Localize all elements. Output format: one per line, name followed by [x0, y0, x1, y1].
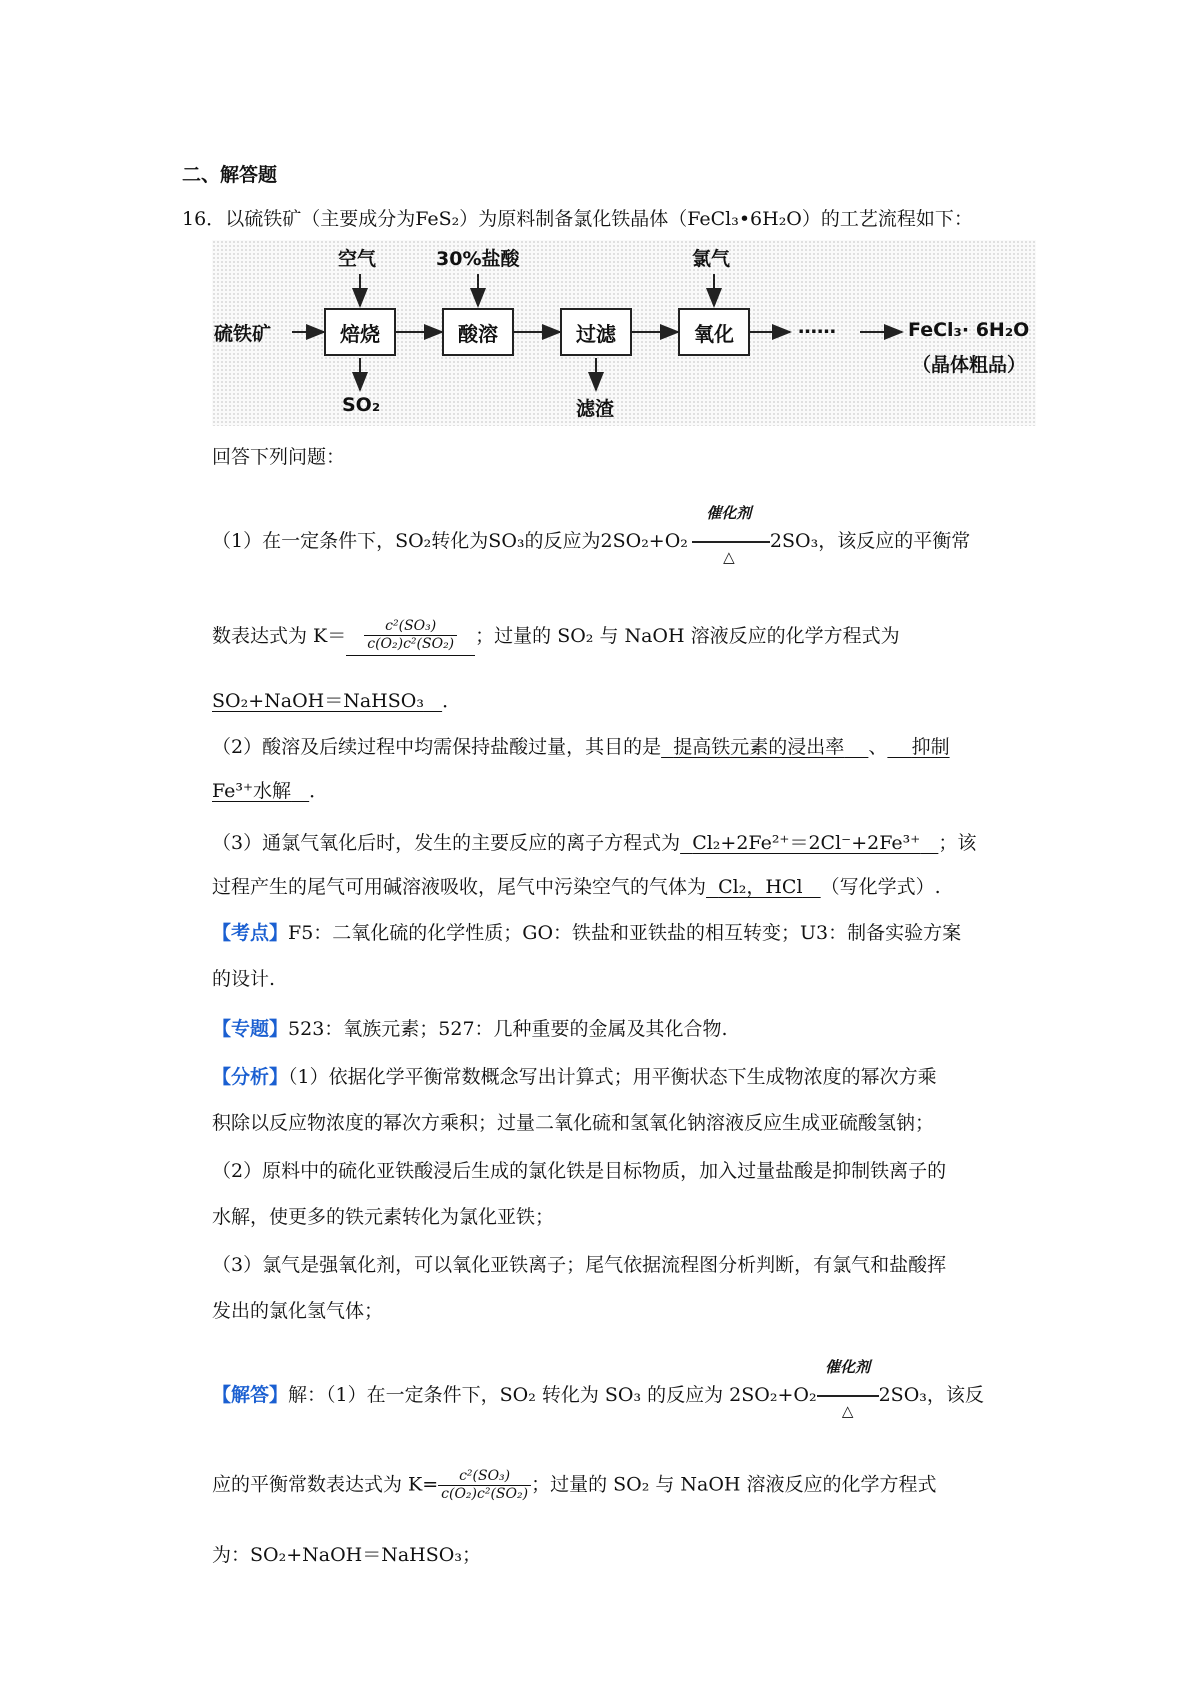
fraction-denominator: c(O₂)c²(SO₂): [367, 636, 455, 652]
zhuanti-tag: 【专题】: [212, 1018, 289, 1040]
section-title: 二、解答题: [182, 164, 278, 186]
jieda-line1-a: 解：（1）在一定条件下，SO₂ 转化为 SO₃ 的反应为 2SO₂+O₂: [288, 1384, 817, 1406]
q3-line2: [212, 874, 941, 900]
fenxi-text1: （1）依据化学平衡常数概念写出计算式；用平衡状态下生成物浓度的幂次方乘: [288, 1066, 937, 1088]
fenxi-tag: 【分析】: [212, 1066, 289, 1088]
fenxi-line4: 水解，使更多的铁元素转化为氯化亚铁；: [212, 1206, 555, 1228]
flow-box-acid-dissolve: 酸溶: [442, 308, 514, 356]
reaction-condition-arrow: [688, 504, 770, 566]
q1-line1-a: （1）在一定条件下，SO₂转化为SO₃的反应为2SO₂+O₂: [212, 530, 688, 552]
kaodian-text: F5：二氧化硫的化学性质；GO：铁盐和亚铁盐的相互转变；U3：制备实验方案: [288, 922, 962, 944]
prompt: 回答下列问题：: [212, 446, 346, 468]
zhuanti-text: 523：氧族元素；527：几种重要的金属及其化合物.: [288, 1018, 728, 1040]
condition-line-2: [817, 1395, 879, 1397]
q3-line1: [212, 830, 976, 856]
q3-line1-a: （3）通氯气氧化后时，发生的主要反应的离子方程式为: [212, 832, 681, 854]
q2-line2: [212, 778, 328, 804]
equilibrium-constant-fraction-2: [438, 1468, 531, 1503]
zhuanti-line: [212, 1016, 728, 1042]
fenxi-line2: 积除以反应物浓度的幂次方乘积；过量二氧化硫和氢氧化钠溶液反应生成亚硫酸氢钠；: [212, 1112, 935, 1134]
flow-box-filter: 过滤: [560, 308, 632, 356]
condition-line: [692, 541, 770, 543]
reaction-condition-arrow-2: [817, 1358, 879, 1420]
jieda-line2-a: 应的平衡常数表达式为 K=: [212, 1473, 439, 1496]
q2-line1-a: （2）酸溶及后续过程中均需保持盐酸过量，其目的是: [212, 736, 662, 758]
fenxi-line5: （3）氯气是强氧化剂，可以氧化亚铁离子；尾气依据流程图分析判断，有氯气和盐酸挥: [212, 1254, 947, 1276]
fenxi-line3: （2）原料中的硫化亚铁酸浸后生成的氯化铁是目标物质，加入过量盐酸是抑制铁离子的: [212, 1160, 947, 1182]
jieda-line2-b: ；过量的 SO₂ 与 NaOH 溶液反应的化学方程式: [531, 1473, 937, 1496]
kaodian-line1: [212, 920, 961, 946]
flow-box-roast: 焙烧: [324, 308, 396, 356]
q1-line1: [212, 504, 971, 566]
flow-input-chlorine: 氯气: [692, 248, 731, 270]
jieda-tag: 【解答】: [212, 1384, 289, 1406]
q3-answer-gases: Cl₂，HCl: [718, 876, 803, 898]
kaodian-line2: 的设计.: [212, 968, 276, 990]
fraction-numerator: c²(SO₃): [364, 618, 457, 636]
q1-answer-blank-k: [346, 618, 475, 656]
kaodian-tag: 【考点】: [212, 922, 289, 944]
q2-answer2a: 抑制: [911, 736, 950, 758]
fraction-numerator-2: c²(SO₃): [438, 1468, 531, 1486]
q1-line2: [212, 618, 900, 656]
q1-end: ．: [442, 690, 462, 712]
flow-ellipsis: ……: [798, 316, 836, 338]
heat-symbol: △: [723, 548, 735, 566]
q1-answer-equation: SO₂+NaOH＝NaHSO₃: [212, 690, 424, 712]
q2-line1: [212, 734, 950, 760]
flowchart: [212, 240, 1036, 426]
catalyst-label: 催化剂: [706, 504, 752, 522]
fraction-denominator-2: c(O₂)c²(SO₂): [441, 1486, 529, 1502]
flow-output-residue: 滤渣: [576, 398, 615, 420]
catalyst-label-2: 催化剂: [825, 1358, 871, 1376]
jieda-line1: [212, 1358, 984, 1420]
q1-line3: [212, 688, 461, 714]
fenxi-line6: 发出的氯化氢气体；: [212, 1300, 384, 1322]
heat-symbol-2: △: [841, 1402, 854, 1420]
flow-product: FeCl₃· 6H₂O: [908, 319, 1030, 341]
q2-separator: 、: [868, 736, 888, 758]
question-stem: [182, 206, 973, 232]
flow-box-oxidize: 氧化: [678, 308, 750, 356]
q1-line2-b: ；过量的 SO₂ 与 NaOH 溶液反应的化学方程式为: [475, 625, 900, 647]
q2-end: ．: [309, 780, 329, 802]
question-number: 16．: [182, 208, 226, 230]
flow-input-air: 空气: [338, 248, 377, 270]
q3-line1-b: ；该: [938, 832, 977, 854]
fenxi-line1: [212, 1064, 937, 1090]
q1-line1-b: 2SO₃，该反应的平衡常: [769, 530, 971, 552]
q3-answer-ionic: Cl₂+2Fe²⁺＝2Cl⁻+2Fe³⁺: [692, 832, 921, 854]
jieda-line3: 为：SO₂+NaOH＝NaHSO₃；: [212, 1544, 481, 1566]
flow-output-so2: SO₂: [342, 394, 381, 416]
q1-line2-a: 数表达式为 K＝: [212, 625, 347, 647]
q3-line2-a: 过程产生的尾气可用碱溶液吸收，尾气中污染空气的气体为: [212, 876, 707, 898]
q3-line2-b: （写化学式）.: [820, 876, 941, 898]
question-text: 以硫铁矿（主要成分为FeS₂）为原料制备氯化铁晶体（FeCl₃•6H₂O）的工艺流程如下：: [225, 208, 973, 230]
flow-product-note: （晶体粗品）: [912, 354, 1027, 376]
jieda-line2: [212, 1468, 937, 1503]
equilibrium-constant-fraction: [364, 618, 457, 653]
q2-answer1: 提高铁元素的浸出率: [673, 736, 845, 758]
flow-input-hcl: 30%盐酸: [436, 248, 520, 270]
jieda-line1-b: 2SO₃，该反: [878, 1384, 984, 1406]
q2-answer2b: Fe³⁺水解: [212, 780, 292, 802]
flow-start-ore: 硫铁矿: [214, 323, 272, 345]
